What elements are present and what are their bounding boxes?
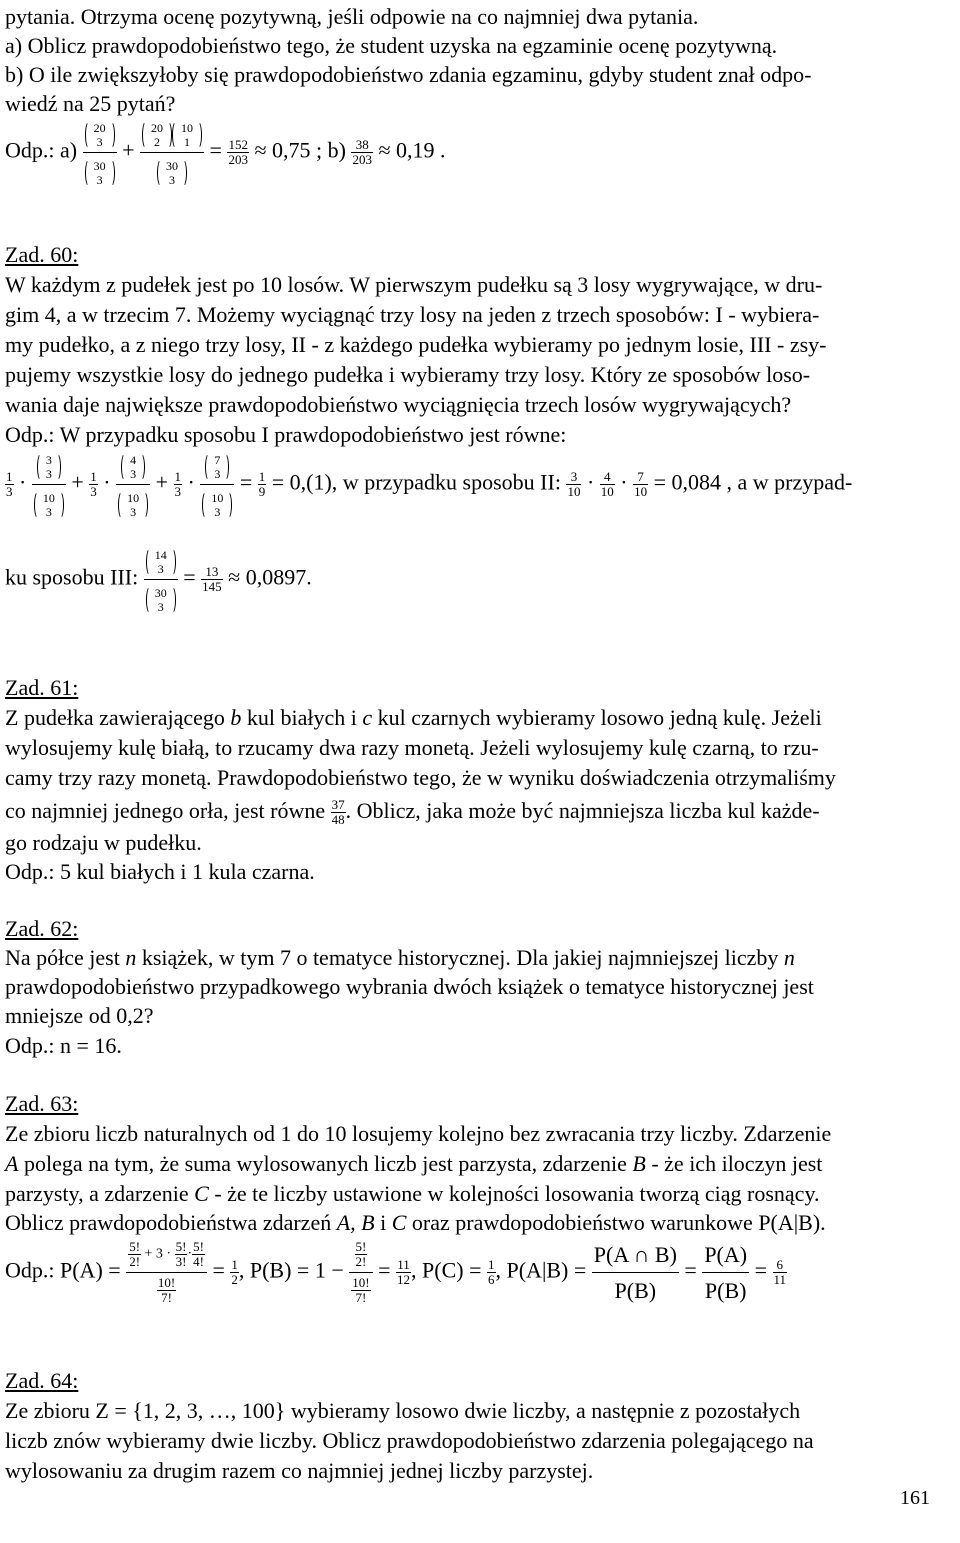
- fraction: 20 3 30 3: [83, 118, 117, 187]
- text-line: b) O ile zwiększyłoby się prawdopodobieństwo zdania egzaminu, gdyby student znał odpo-: [5, 62, 812, 87]
- text-line: Z pudełka zawierającego b kul białych i c kul czarnych wybieramy losowo jedną kulę. Jeżeli: [5, 705, 822, 730]
- text-line: a) Oblicz prawdopodobieństwo tego, że student uzyska na egzaminie ocenę pozytywną.: [5, 33, 778, 58]
- text-line: camy trzy razy monetą. Prawdopodobieństwo tego, że w wyniku doświadczenia otrzymaliśmy: [5, 765, 836, 790]
- text-line: co najmniej jednego orła, jest równe $\frac{37}{48}$ . Oblicz, jaka może być najmniejsza liczba kul każde-: [5, 797, 820, 828]
- text-line: mniejsze od 0,2?: [5, 1003, 154, 1028]
- text-line: Odp.: W przypadku sposobu I prawdopodobieństwo jest równe:: [5, 422, 567, 447]
- text-line: wania daje największe prawdopodobieństwo wyciągnięcia trzech losów wygrywających?: [5, 392, 792, 417]
- text-line: go rodzaju w pudełku.: [5, 830, 202, 855]
- section-heading: Zad. 62:: [5, 916, 79, 941]
- formula-zad63: Odp.: P(A) = $\frac{5!}{2!}$ + 3 · $\frac{5!}{3!}$ · $\frac{5!}{4!}$ $\frac{10!}{7!}$ = $\frac{1}{2}$ , P(B) = 1 − $\frac{\frac{5!}{2!}}{\frac{10!}{7!}}$ = $\frac{11}{12}$ , P(C) = $\frac{1}{6}$ , P(A|B) = $\frac{P(A \cap B)}{P(B)}$ = $\frac{P(A)}{P(B)}$ = $\frac{6}{11}$: [5, 1239, 787, 1305]
- text-line: gim 4, a w trzecim 7. Możemy wyciągnąć trzy losy na jeden z trzech sposobów: I - wybiera-: [5, 302, 820, 327]
- text-line: wylosujemy kulę białą, to rzucamy dwa razy monetą. Jeżeli wylosujemy kulę czarną, to rzu-: [5, 735, 819, 760]
- text-line: Ze zbioru Z = {1, 2, 3, …, 100} wybieramy losowo dwie liczby, a następnie z pozostałych: [5, 1398, 801, 1423]
- formula-sposob-1: $\frac{1}{3}$ · 3 3 10 3 + $\frac{1}{3}$ · 4 3 10 3 + $\frac{1}{3}$ · 7 3 10 3 = $\frac{1}{9}$ = 0,(1), w przypadku sposobu II: $\frac{3}{10}$ · $\frac{4}{10}$ · $\frac{7}{10}$ = 0,084 , a w przypad-: [6, 452, 853, 519]
- answer-prefix: Odp.: a): [5, 137, 78, 163]
- text-line: parzysty, a zdarzenie C - że te liczby ustawione w kolejności losowania tworzą ciąg rosnący.: [5, 1181, 820, 1206]
- formula-sposob-3: ku sposobu III: 14 3 30 3 = $\frac{13}{145}$ ≈ 0,0897.: [5, 547, 312, 614]
- text-line: A polega na tym, że suma wylosowanych liczb jest parzysta, zdarzenie B - że ich iloczyn jest: [5, 1151, 823, 1176]
- text-line: wylosowaniu za drugim razem co najmniej jednej liczby parzystej.: [5, 1458, 594, 1483]
- page-number: 161: [900, 1487, 930, 1509]
- text-line: W każdym z pudełek jest po 10 losów. W pierwszym pudełku są 3 losy wygrywające, w dru-: [5, 272, 823, 297]
- text-line: pujemy wszystkie losy do jednego pudełka i wybieramy trzy losy. Który ze sposobów loso-: [5, 362, 811, 387]
- text-line: Odp.: n = 16.: [5, 1033, 122, 1058]
- fraction: 20 2 10 1 30 3: [140, 118, 204, 187]
- text-line: Odp.: 5 kul białych i 1 kula czarna.: [5, 859, 315, 884]
- answer-59-formula: Odp.: a) 20 3 30 3 + 20 2 10 1 30 3 = $\frac{152}{203}$ ≈ 0,75 ; b) $\frac{38}{203}$ ≈ 0,19 .: [5, 118, 446, 187]
- text-line: wiedź na 25 pytań?: [5, 91, 176, 116]
- text-line: Oblicz prawdopodobieństwa zdarzeń A, B i C oraz prawdopodobieństwo warunkowe P(A|B).: [5, 1210, 826, 1235]
- text-line: Na półce jest n książek, w tym 7 o tematyce historycznej. Dla jakiej najmniejszej liczby n: [5, 945, 795, 970]
- text-line: pytania. Otrzyma ocenę pozytywną, jeśli odpowie na co najmniej dwa pytania.: [5, 4, 699, 29]
- text-line: Ze zbioru liczb naturalnych od 1 do 10 losujemy kolejno bez zwracania trzy liczby. Zdarzenie: [5, 1121, 832, 1146]
- text-line: liczb znów wybieramy dwie liczby. Oblicz prawdopodobieństwo zdarzenia polegającego na: [5, 1428, 814, 1453]
- section-heading: Zad. 60:: [5, 242, 79, 267]
- section-heading: Zad. 63:: [5, 1091, 79, 1116]
- section-heading: Zad. 64:: [5, 1368, 79, 1393]
- text-line: prawdopodobieństwo przypadkowego wybrania dwóch książek o tematyce historycznej jest: [5, 974, 814, 999]
- section-heading: Zad. 61:: [5, 675, 79, 700]
- text-line: my pudełko, a z niego trzy losy, II - z każdego pudełka wybieramy po jednym losie, III - zsy-: [5, 332, 827, 357]
